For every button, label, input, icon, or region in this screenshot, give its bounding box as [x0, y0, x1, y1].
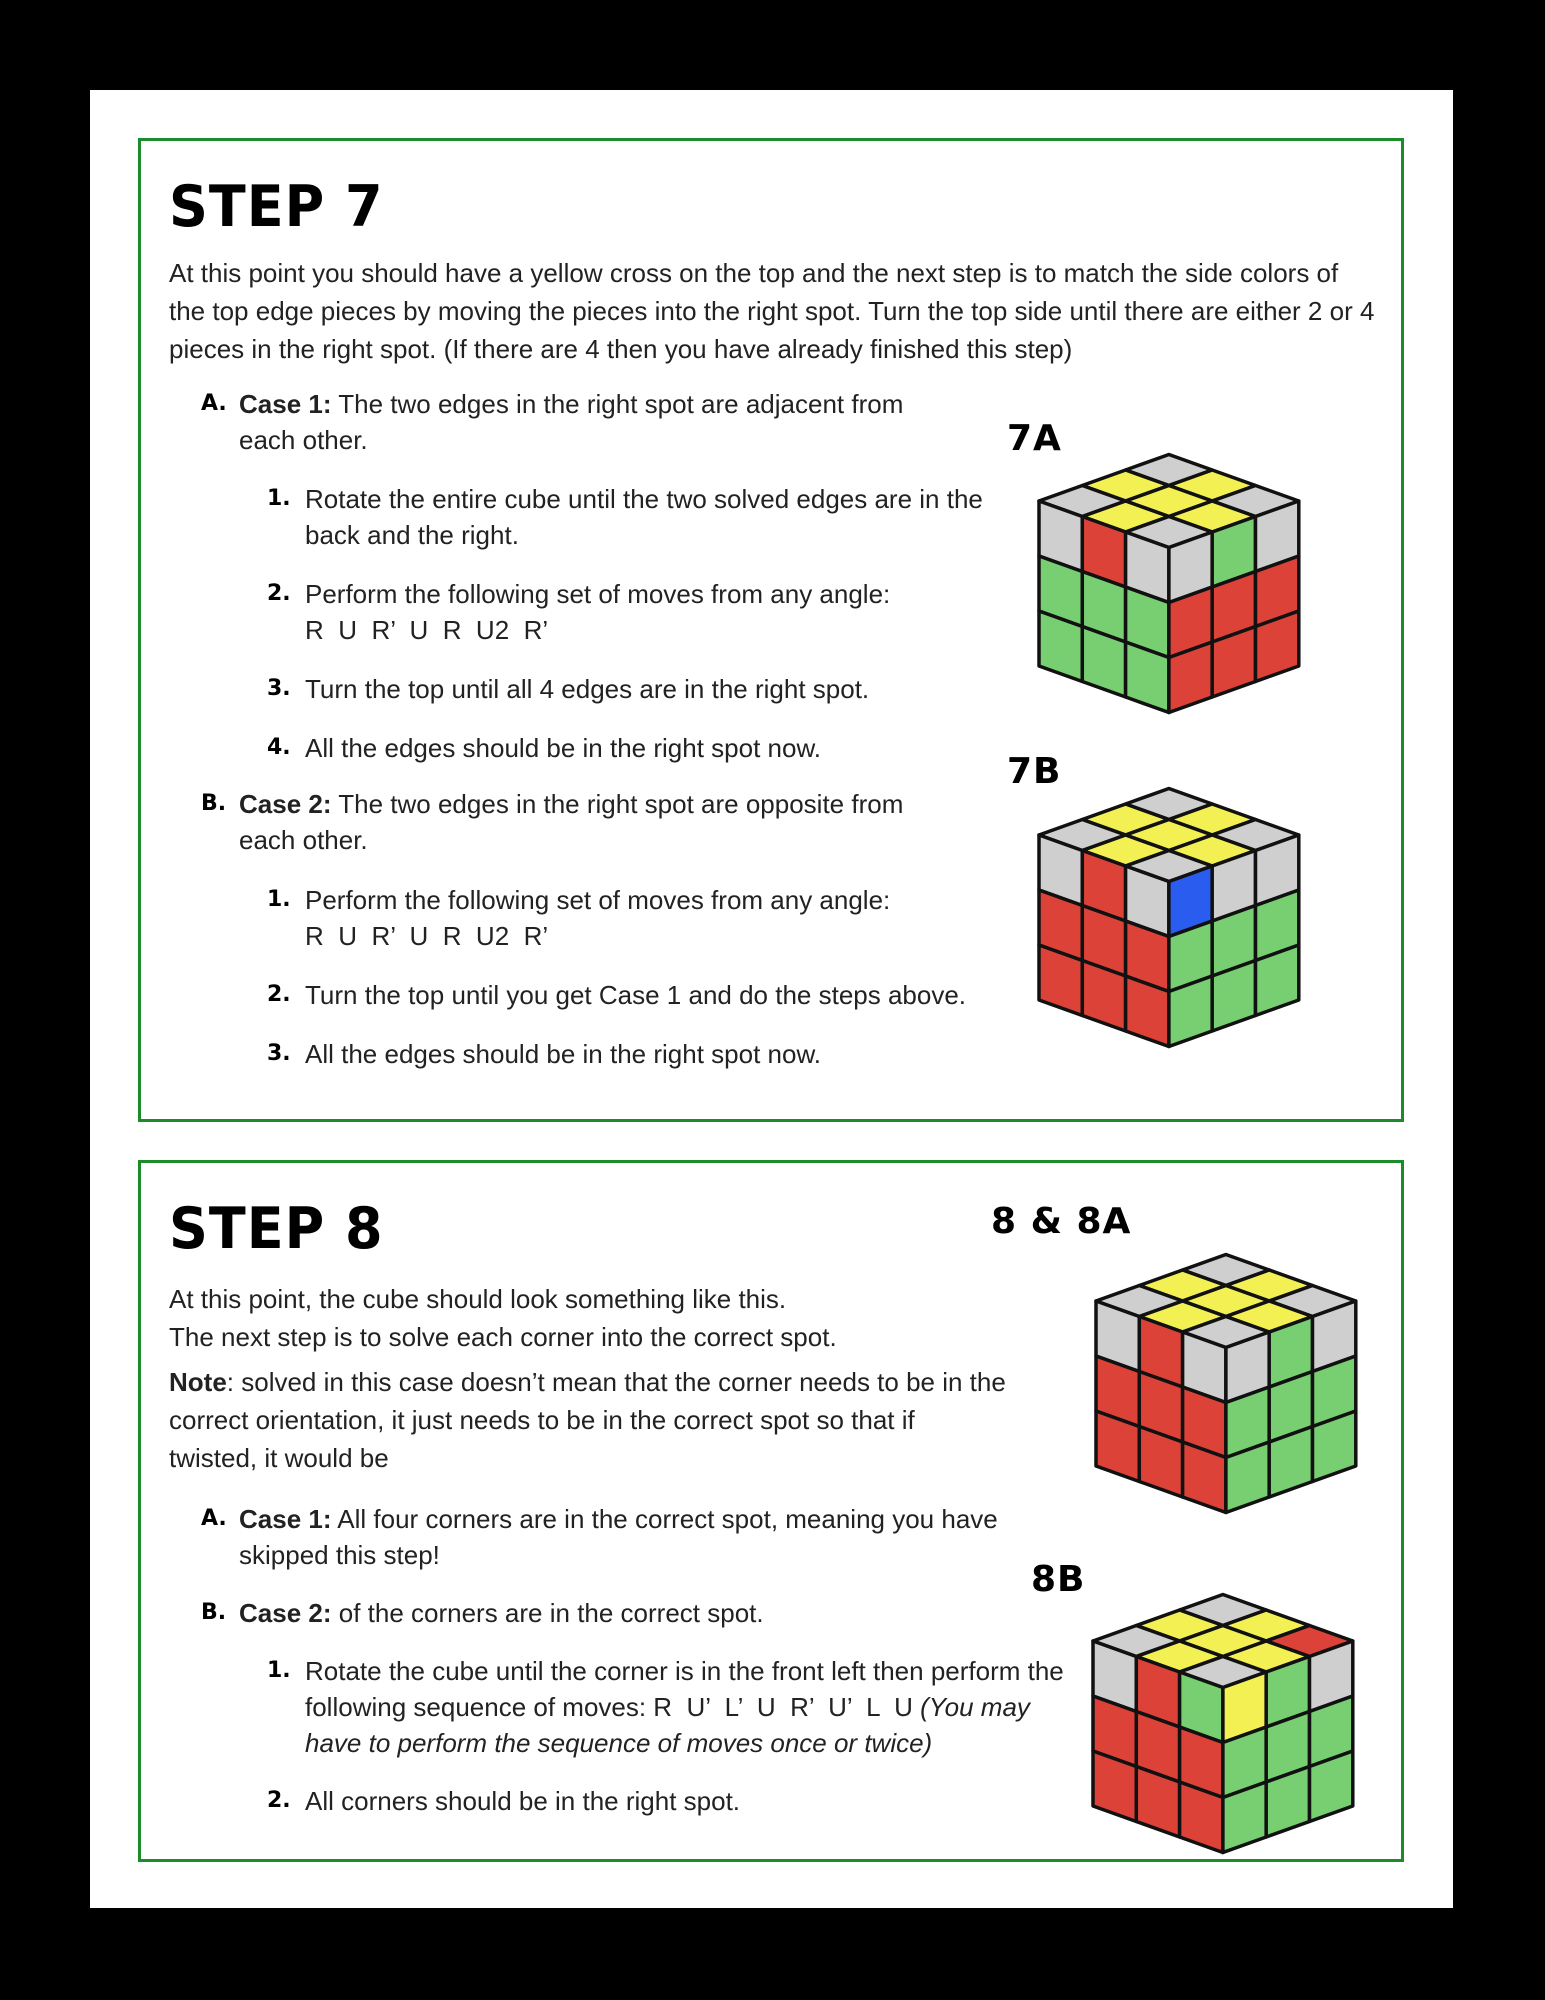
step-8-intro — [169, 1280, 969, 1356]
cube-figure-7a — [1034, 431, 1334, 731]
case-b-text: of the corners are in the correct spot. — [338, 1598, 764, 1628]
step-marker: 3. — [267, 676, 291, 701]
case-a-text: The two edges in the right spot are adjacent from each other. — [239, 389, 904, 455]
note-text: : solved in this case doesn’t mean that the corner needs to be in the correct orientation, it just needs to be in the correct spot so that if twisted, it would be — [169, 1367, 1006, 1473]
step-7-section — [138, 138, 1404, 1122]
list-item — [267, 1653, 1077, 1761]
step-marker: 1. — [267, 486, 291, 511]
step-8-intro-line2: The next step is to solve each corner into the correct spot. — [169, 1322, 837, 1352]
step-text: Perform the following set of moves from any angle: — [305, 885, 891, 915]
step-marker: 2. — [267, 982, 291, 1007]
cube-figure-7b — [1034, 765, 1334, 1065]
figure-label-7a: 7A — [1007, 418, 1062, 459]
list-item — [267, 977, 1027, 1013]
case-b — [201, 1595, 1041, 1631]
note-label: Note — [169, 1367, 227, 1397]
figure-label-8-8a: 8 & 8A — [991, 1201, 1132, 1242]
case-a — [201, 386, 961, 458]
step-7-intro: At this point you should have a yellow cross on the top and the next step is to match the side colors of the top edge pieces by moving the pieces into the right spot. Turn the top side until there are either 2 or 4 pieces in the right spot. (If there are 4 then you have already finished this step) — [169, 258, 1375, 364]
step-marker: 1. — [267, 1658, 291, 1683]
case-a — [201, 1501, 1041, 1573]
step-text: All the edges should be in the right spot now. — [305, 733, 822, 763]
step-marker: 3. — [267, 1041, 291, 1066]
case-b-label: Case 2: — [239, 789, 332, 819]
cube-figure-8b — [1088, 1571, 1388, 1871]
step-text: All the edges should be in the right spot now. — [305, 1039, 822, 1069]
case-a-label: Case 1: — [239, 1504, 332, 1534]
list-item — [267, 1036, 987, 1072]
case-a-marker: A. — [201, 391, 227, 416]
list-item — [267, 481, 987, 553]
step-text: Turn the top until all 4 edges are in the right spot. — [305, 674, 870, 704]
step-8-intro-line1: At this point, the cube should look something like this. — [169, 1284, 787, 1314]
list-item — [267, 730, 987, 766]
step-text: Rotate the entire cube until the two solved edges are in the back and the right. — [305, 484, 983, 550]
figure-label-7b: 7B — [1007, 751, 1062, 792]
case-a-text: All four corners are in the correct spot, meaning you have skipped this step! — [239, 1504, 998, 1570]
list-item — [267, 882, 987, 954]
step-marker: 1. — [267, 887, 291, 912]
case-b-label: Case 2: — [239, 1598, 332, 1628]
move-sequence: R U R’ U R U2 R’ — [305, 921, 549, 951]
step-8-section — [138, 1160, 1404, 1862]
step-marker: 2. — [267, 1788, 291, 1813]
case-a-marker: A. — [201, 1506, 227, 1531]
step-8-note — [169, 1363, 1009, 1477]
case-b-marker: B. — [201, 791, 227, 816]
figure-label-8b: 8B — [1031, 1559, 1086, 1600]
step-note-italic: (You may have to perform the sequence of moves once or twice) — [305, 1692, 1030, 1758]
step-7-title: STEP 7 — [169, 173, 384, 240]
case-a-label: Case 1: — [239, 389, 332, 419]
cube-figure-8a — [1091, 1231, 1391, 1531]
case-b — [201, 786, 961, 858]
page — [90, 90, 1453, 1908]
step-text: Perform the following set of moves from any angle: — [305, 579, 891, 609]
list-item — [267, 1783, 987, 1819]
step-8-title: STEP 8 — [169, 1195, 384, 1262]
step-text: All corners should be in the right spot. — [305, 1786, 741, 1816]
case-b-marker: B. — [201, 1600, 227, 1625]
case-b-text: The two edges in the right spot are opposite from each other. — [239, 789, 904, 855]
move-sequence: R U R’ U R U2 R’ — [305, 615, 549, 645]
step-text: Rotate the cube until the corner is in the front left then perform the following sequence of moves: R U’ L’ U R’ U’ L U — [305, 1656, 1071, 1722]
step-marker: 4. — [267, 735, 291, 760]
list-item — [267, 671, 987, 707]
step-marker: 2. — [267, 581, 291, 606]
list-item — [267, 576, 987, 648]
step-text: Turn the top until you get Case 1 and do the steps above. — [305, 980, 967, 1010]
